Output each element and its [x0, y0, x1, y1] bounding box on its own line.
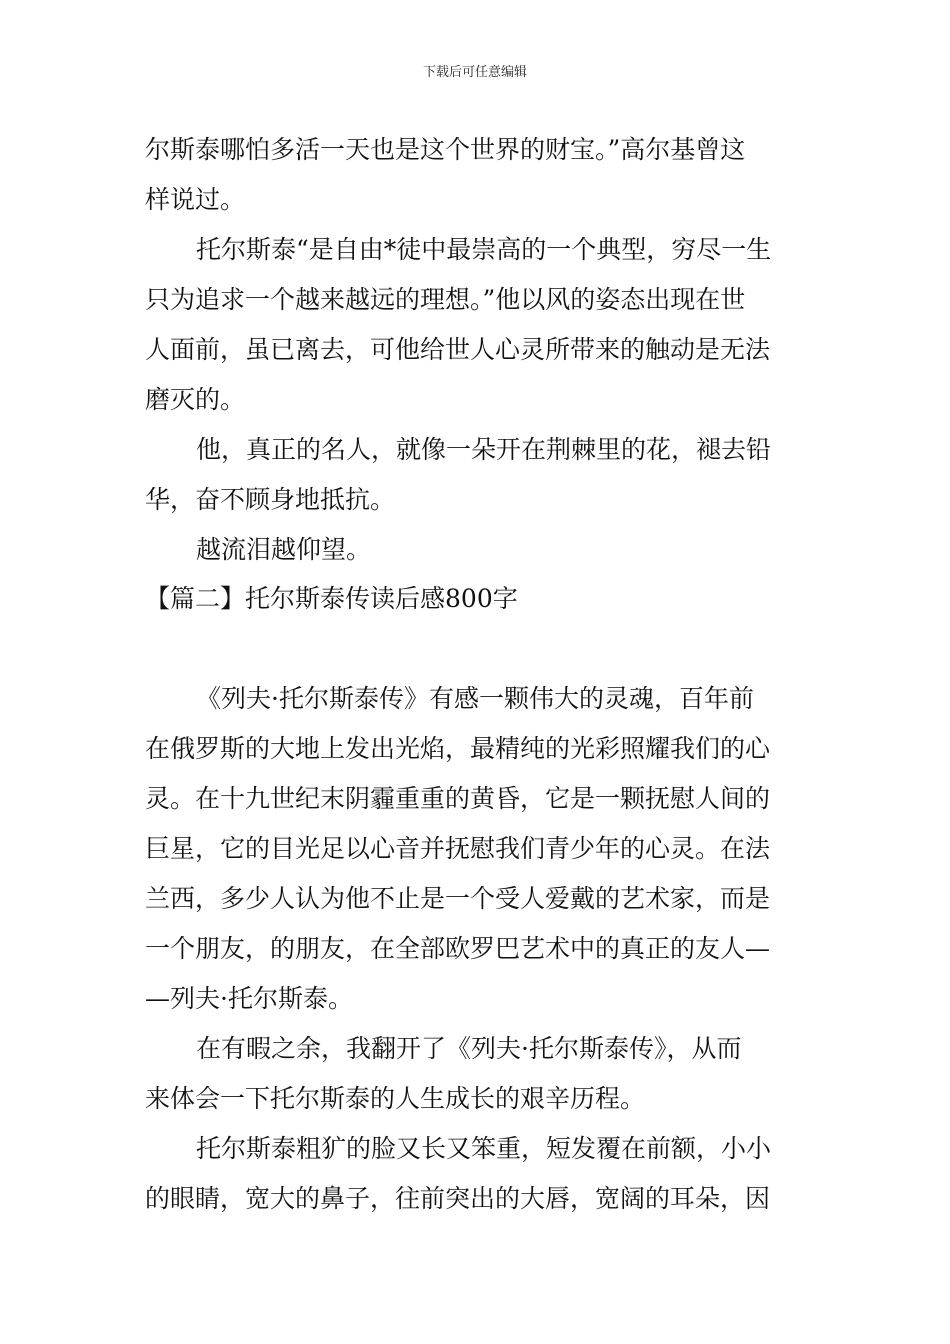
body-text-line: —列夫·托尔斯泰。 — [145, 984, 353, 1013]
body-text-line: 的眼睛，宽大的鼻子，往前突出的大唇，宽阔的耳朵，因 — [145, 1184, 771, 1213]
body-text-line: 人面前，虽已离去，可他给世人心灵所带来的触动是无法 — [145, 335, 771, 364]
body-text-line: 托尔斯泰“是自由*徒中最崇高的一个典型，穷尽一生 — [196, 235, 772, 264]
body-text-line: 托尔斯泰粗犷的脸又长又笨重，短发覆在前额，小小 — [196, 1134, 772, 1163]
body-text-line: 在俄罗斯的大地上发出光焰，最精纯的光彩照耀我们的心 — [145, 734, 771, 763]
body-text-line: 《列夫·托尔斯泰传》有感一颗伟大的灵魂，百年前 — [196, 684, 754, 713]
body-text-line: 尔斯泰哪怕多活一天也是这个世界的财宝。”高尔基曾这 — [145, 135, 746, 164]
section-heading: 【篇二】托尔斯泰传读后感800字 — [145, 584, 518, 613]
page-header: 下载后可任意编辑 — [422, 65, 527, 80]
body-text-line: 只为追求一个越来越远的理想。”他以风的姿态出现在世 — [145, 285, 746, 314]
body-text-line: 样说过。 — [145, 185, 246, 214]
body-text-line: 华，奋不顾身地抵抗。 — [145, 485, 396, 514]
body-text-line: 巨星，它的目光足以心音并抚慰我们青少年的心灵。在法 — [145, 834, 771, 863]
body-text-line: 兰西，多少人认为他不止是一个受人爱戴的艺术家，而是 — [145, 884, 771, 913]
body-text-line: 磨灭的。 — [145, 385, 246, 414]
body-text-line: 在有暇之余，我翻开了《列夫·托尔斯泰传》，从而 — [196, 1034, 742, 1063]
body-text-line: 越流泪越仰望。 — [196, 535, 372, 564]
body-text-line: 他，真正的名人，就像一朵开在荆棘里的花，褪去铅 — [196, 435, 772, 464]
body-text-line: 来体会一下托尔斯泰的人生成长的艰辛历程。 — [145, 1084, 646, 1113]
body-text-line: 灵。在十九世纪末阴霾重重的黄昏，它是一颗抚慰人间的 — [145, 784, 771, 813]
body-text-line: 一个朋友，的朋友，在全部欧罗巴艺术中的真正的友人— — [145, 934, 771, 963]
